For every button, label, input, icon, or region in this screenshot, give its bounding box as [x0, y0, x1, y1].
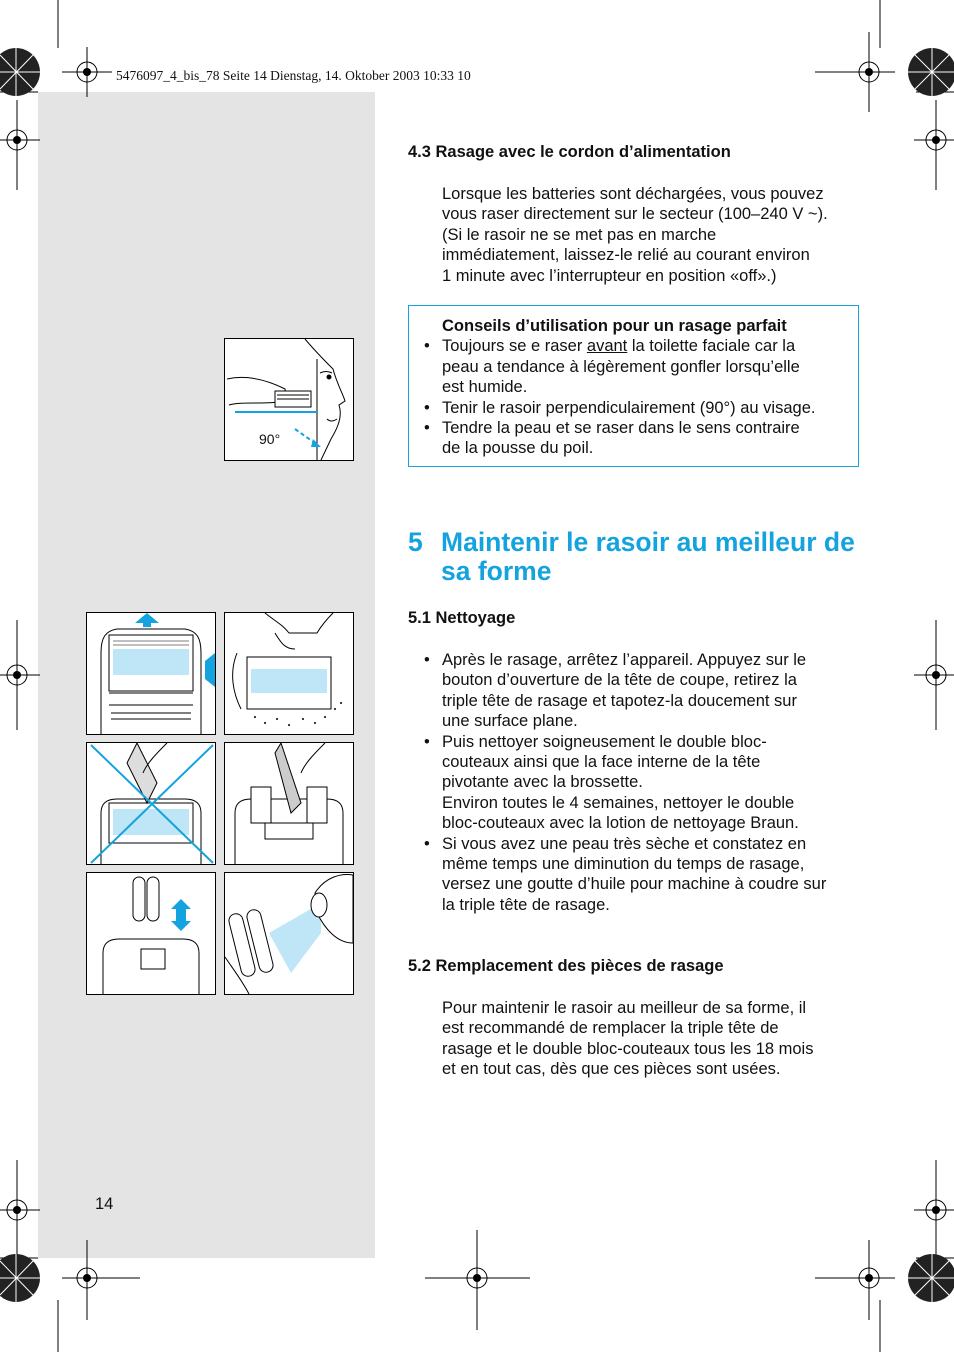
tip-text: de la pousse du poil. [442, 439, 594, 458]
shaver-head-drawing [87, 613, 215, 734]
foil-brush-crossed-drawing [87, 743, 215, 864]
chapter-heading [408, 527, 855, 588]
body-line: 1 minute avec l’interrupteur en position «off».) [442, 266, 777, 285]
tip-item [424, 418, 857, 459]
print-header: 5476097_4_bis_78 Seite 14 Dienstag, 14. Oktober 2003 10:33 10 [116, 68, 471, 83]
section-5-2-heading: 5.2 Remplacement des pièces de rasage [408, 957, 724, 975]
body-line: Environ toutes le 4 semaines, nettoyer le double [442, 793, 795, 812]
tip-text: la toilette faciale car la [627, 337, 796, 356]
tip-text: Tenir le rasoir perpendiculairement (90°) au visage. [442, 398, 816, 417]
shaving-angle-illustration [224, 338, 354, 461]
angle-label: 90° [259, 431, 281, 447]
bullet-icon: • [424, 337, 430, 356]
body-line: pivotante avec la brossette. [442, 773, 643, 792]
chapter-title: Maintenir le rasoir au meilleur de sa forme [441, 527, 855, 586]
face-shaver-drawing [225, 339, 353, 460]
body-line: Pour maintenir le rasoir au meilleur de sa forme, il [442, 999, 807, 1017]
page-number: 14 [95, 1195, 114, 1213]
cutter-brush-drawing [225, 743, 353, 864]
bullet-icon: • [424, 651, 430, 669]
oil-drop-drawing [225, 873, 353, 994]
body-line: Après le rasage, arrêtez l’appareil. Appuyez sur le [442, 651, 807, 669]
list-item [424, 834, 862, 916]
body-line: bouton d’ouverture de la tête de coupe, retirez la [442, 671, 797, 690]
tip-text: est humide. [442, 378, 528, 397]
section-5-1-body [424, 650, 862, 915]
tips-title: Conseils d’utilisation pour un rasage parfait [442, 317, 787, 335]
body-line: triple tête de rasage et tapotez-la doucement sur [442, 691, 797, 710]
cutter-block-replace-drawing [87, 873, 215, 994]
body-line: la triple tête de rasage. [442, 895, 610, 914]
bullet-icon: • [424, 732, 430, 751]
tip-text: peau a tendance à légèrement gonfler lorsqu’elle [442, 357, 800, 376]
tip-text: Toujours se e raser [442, 337, 587, 356]
bullet-icon: • [424, 419, 430, 438]
illustration-remove-head [86, 612, 216, 735]
chapter-number: 5 [408, 527, 423, 557]
body-line: Si vous avez une peau très sèche et constatez en [442, 834, 807, 853]
tip-text: Tendre la peau et se raser dans le sens contraire [442, 419, 800, 438]
body-line: même temps une diminution du temps de rasage, [442, 855, 805, 874]
illustration-oil-drop [224, 872, 354, 995]
bullet-icon: • [424, 398, 430, 417]
tip-item [424, 336, 857, 397]
section-4-3-heading: 4.3 Rasage avec le cordon d’alimentation [408, 143, 731, 161]
body-line: immédiatement, laissez-le relié au courant environ [442, 246, 810, 265]
tip-item [424, 398, 857, 418]
body-line: rasage et le double bloc-couteaux tous les 18 mois [442, 1039, 814, 1058]
body-line: et en tout cas, dès que ces pièces sont usées. [442, 1060, 781, 1079]
body-line: couteaux ainsi que la face interne de la tête [442, 753, 761, 772]
illustration-do-not-brush-foil [86, 742, 216, 865]
illustration-replace-cutter-block [86, 872, 216, 995]
body-line: est recommandé de remplacer la triple tête de [442, 1019, 779, 1038]
body-line: bloc-couteaux avec la lotion de nettoyage Braun. [442, 814, 799, 833]
body-line: vous raser directement sur le secteur (100–240 V ~). [442, 205, 828, 224]
list-item [424, 650, 862, 732]
list-item [424, 732, 862, 834]
illustration-tap-head [224, 612, 354, 735]
body-line: versez une goutte d’huile pour machine à coudre sur [442, 875, 827, 894]
tip-emphasis: avant [586, 337, 628, 356]
body-line: Lorsque les batteries sont déchargées, vous pouvez [442, 185, 824, 203]
tap-head-drawing [225, 613, 353, 734]
body-line: une surface plane. [442, 712, 578, 731]
body-line: (Si le rasoir ne se met pas en marche [442, 225, 717, 244]
body-line: Puis nettoyer soigneusement le double bloc- [442, 732, 767, 751]
illustration-brush-cutter-block [224, 742, 354, 865]
section-5-1-heading: 5.1 Nettoyage [408, 609, 516, 627]
tips-content [424, 316, 857, 459]
bullet-icon: • [424, 834, 430, 853]
section-4-3-body [442, 184, 862, 286]
section-5-2-body [442, 998, 862, 1080]
